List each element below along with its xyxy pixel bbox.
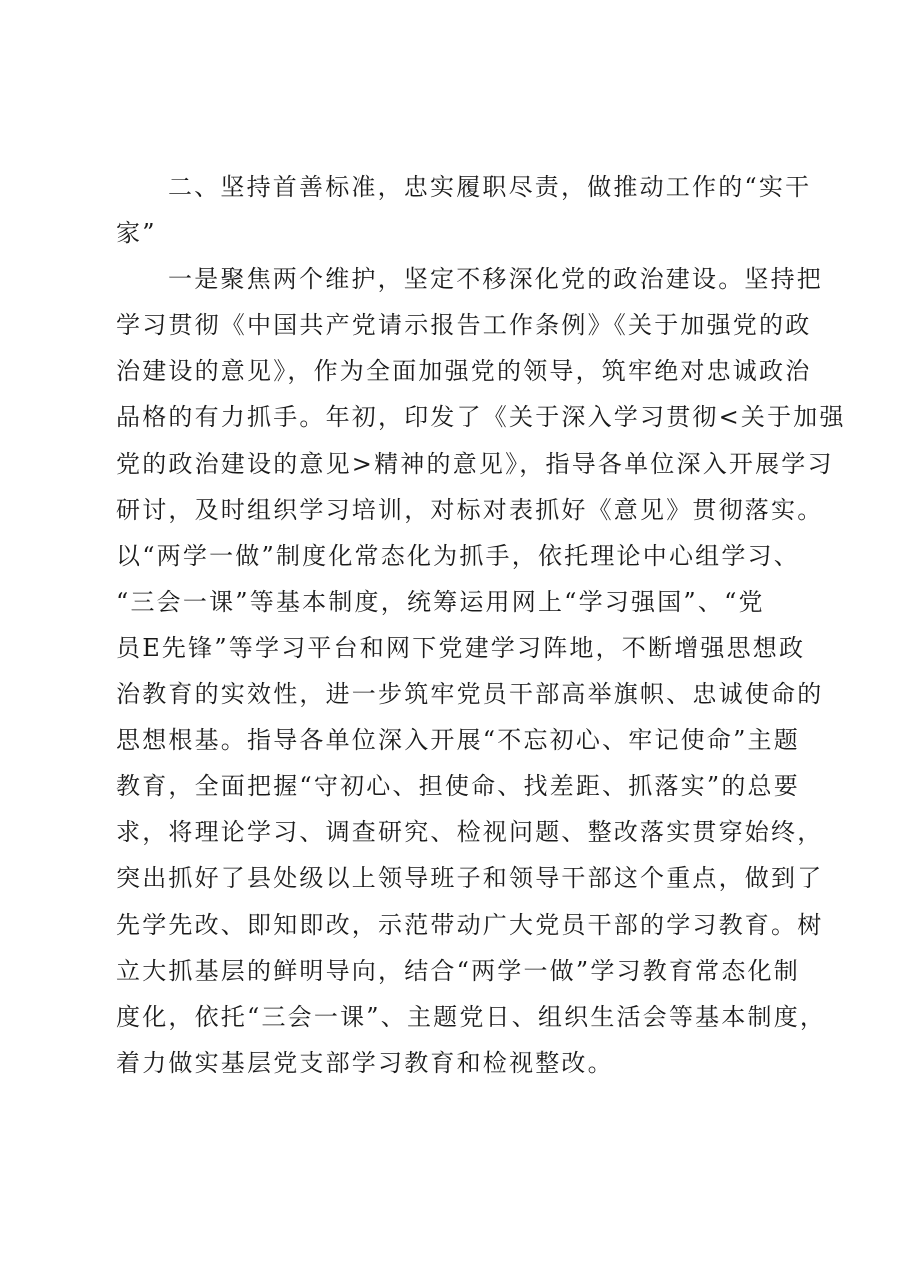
paragraph-line-7: 以“两学一做”制度化常态化为抓手，依托理论中心组学习、: [116, 541, 800, 570]
paragraph-line-1: 一是聚焦两个维护，坚定不移深化党的政治建设。坚持把: [168, 265, 823, 294]
section-heading-line-2: 家”: [116, 219, 157, 248]
paragraph-line-15: 先学先改、即知即改，示范带动广大党员干部的学习教育。树: [116, 910, 824, 939]
paragraph-line-4: 品格的有力抓手。年初，印发了《关于深入学习贯彻<关于加强: [116, 403, 846, 432]
paragraph-line-2: 学习贯彻《中国共产党请示报告工作条例》《关于加强党的政: [116, 311, 812, 340]
section-heading-line-1: 二、坚持首善标准，忠实履职尽责，做推动工作的“实干: [168, 173, 812, 201]
paragraph-line-9: 员E先锋”等学习平台和网下党建学习阵地，不断增强思想政: [116, 633, 806, 662]
document-body: [116, 164, 846, 1086]
paragraph-line-11: 思想根基。指导各单位深入开展“不忘初心、牢记使命”主题: [116, 726, 800, 755]
paragraph-line-12: 教育，全面把握“守初心、担使命、找差距、抓落实”的总要: [116, 772, 800, 801]
paragraph-line-18: 着力做实基层党支部学习教育和检视整改。: [116, 1048, 614, 1077]
paragraph-line-10: 治教育的实效性，进一步筑牢党员干部高举旗帜、忠诚使命的: [116, 680, 824, 709]
paragraph-line-17: 度化，依托“三会一课”、主题党日、组织生活会等基本制度，: [116, 1002, 827, 1031]
paragraph-line-5: 党的政治建设的意见>精神的意见》，指导各单位深入开展学习: [116, 449, 834, 478]
paragraph-line-6: 研讨，及时组织学习培训，对标对表抓好《意见》贯彻落实。: [116, 495, 824, 524]
paragraph-line-8: “三会一课”等基本制度，统筹运用网上“学习强国”、“党: [116, 587, 765, 616]
paragraph-line-14: 突出抓好了县处级以上领导班子和领导干部这个重点，做到了: [116, 864, 824, 893]
paragraph-line-16: 立大抓基层的鲜明导向，结合“两学一做”学习教育常态化制: [116, 956, 800, 985]
paragraph-line-3: 治建设的意见》，作为全面加强党的领导，筑牢绝对忠诚政治: [116, 357, 812, 386]
paragraph-line-13: 求，将理论学习、调查研究、检视问题、整改落实贯穿始终，: [116, 818, 824, 847]
